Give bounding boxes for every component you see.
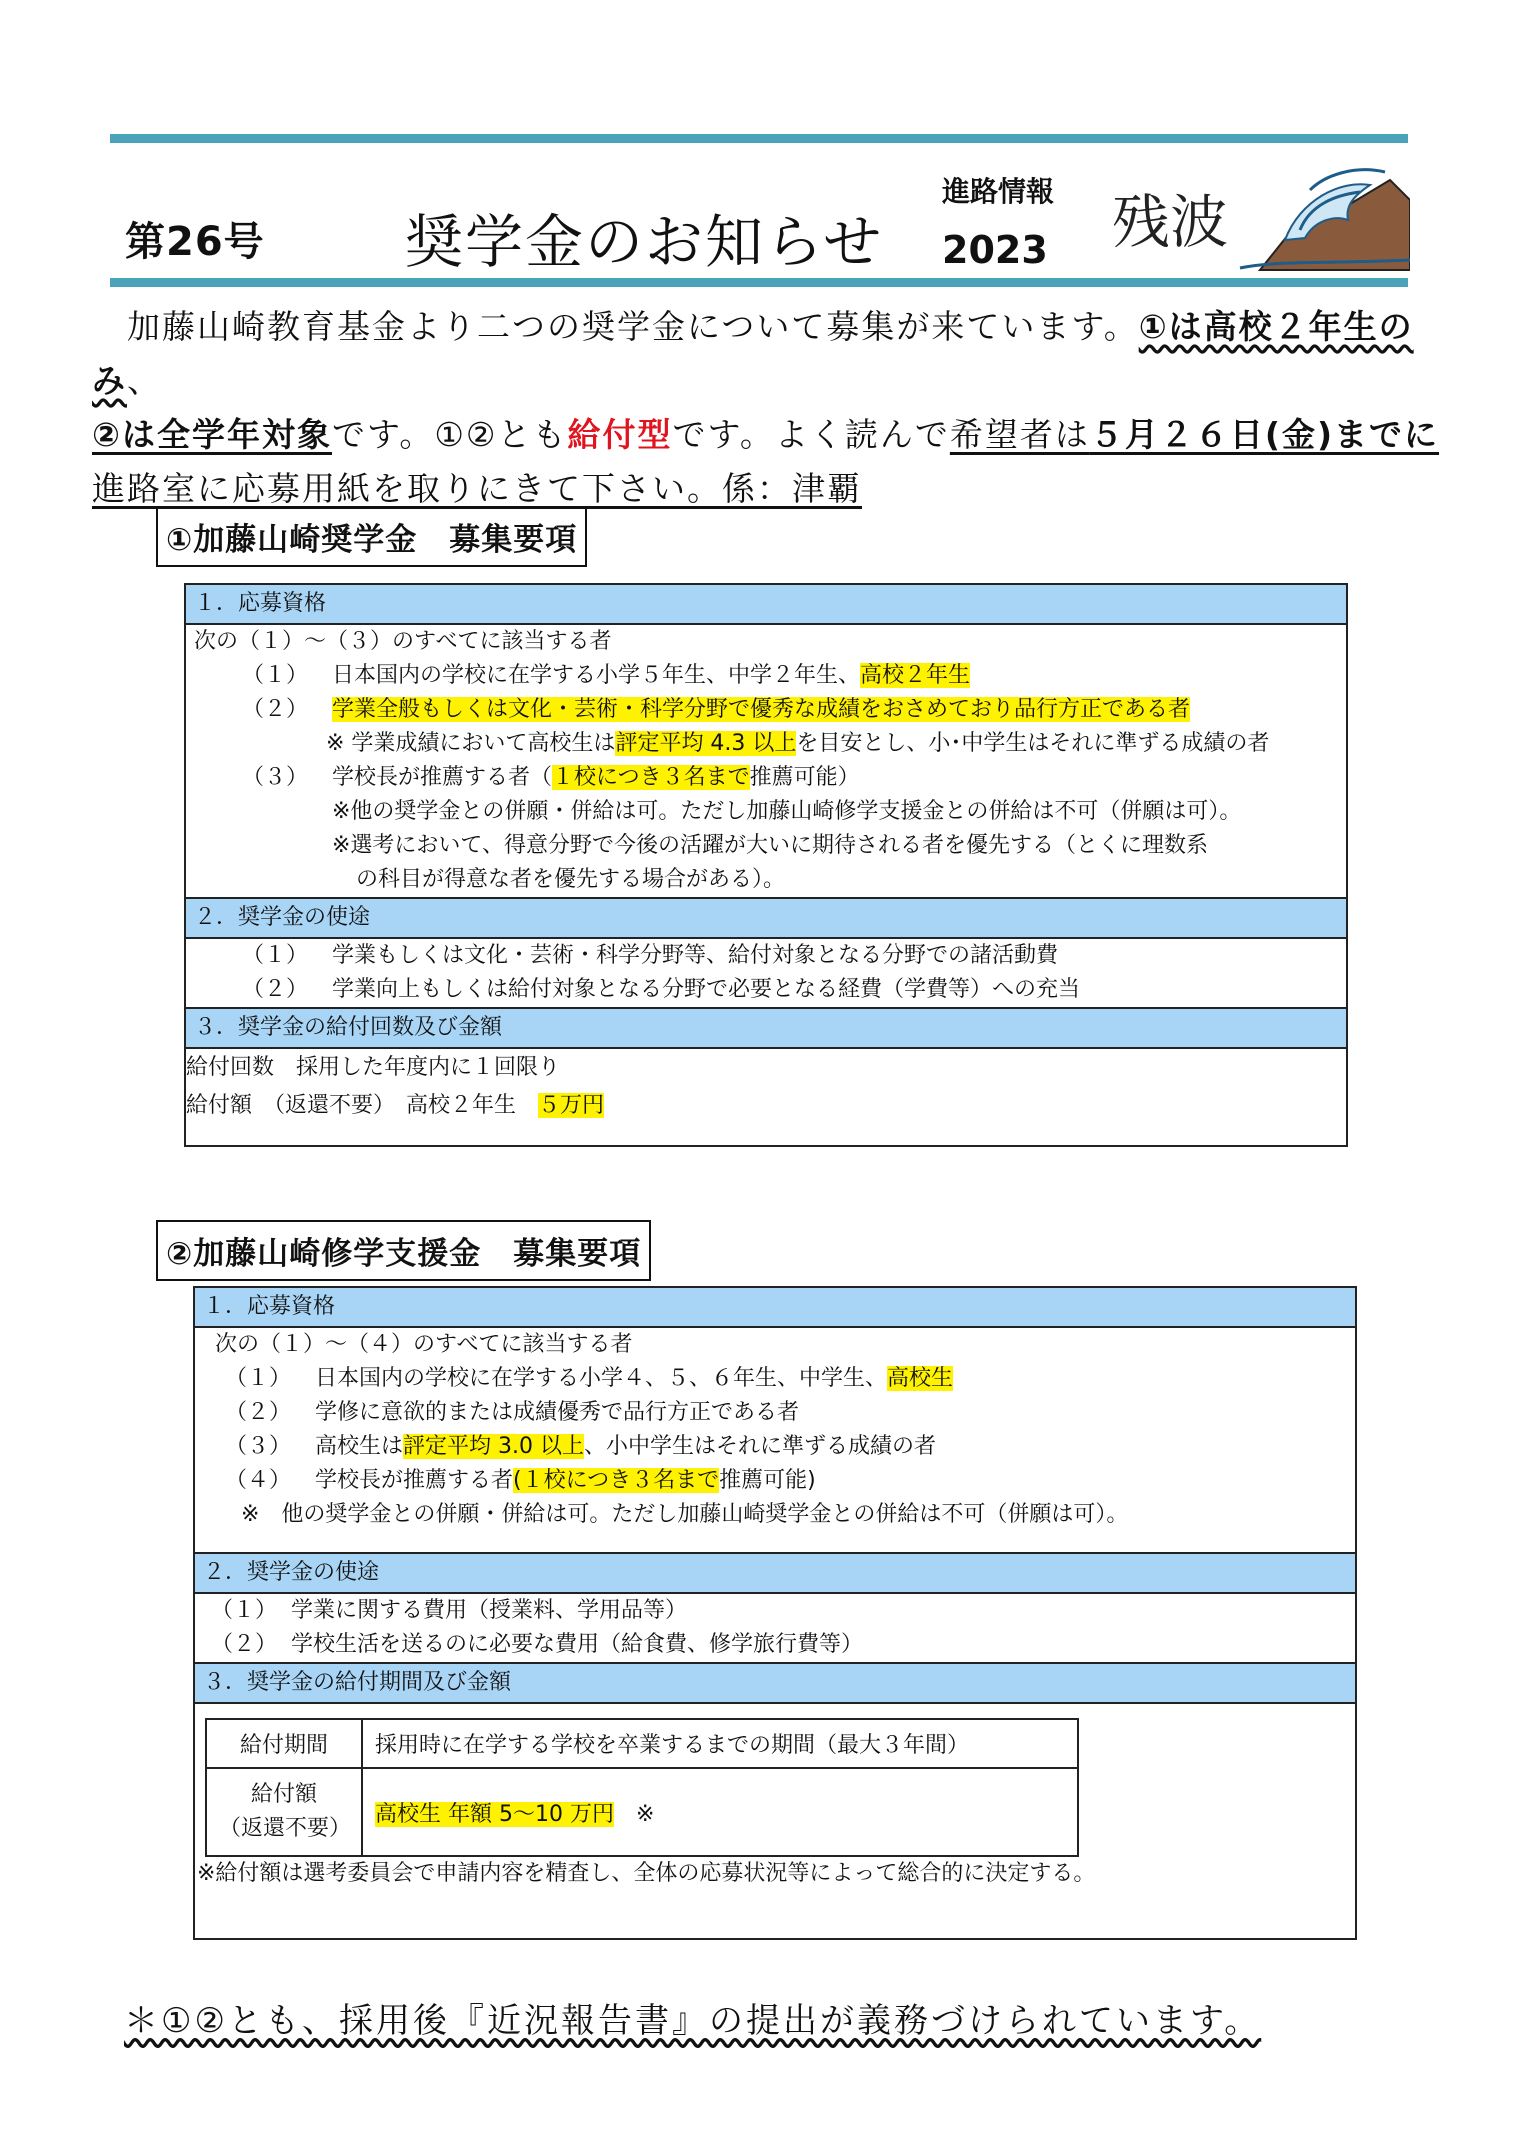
s1-item-1: （１） 日本国内の学校に在学する小学５年生、中学２年生、高校２年生 [242,663,971,688]
s1-eligibility-header: １．応募資格 [186,585,1346,625]
issue-number: 第26号 [125,219,265,265]
intro-line-3: 進路室に応募用紙を取りにきて下さい。係：津覇 [92,469,862,508]
s1-usage-1: （１） 学業もしくは文化・芸術・科学分野等、給付対象となる分野での諸活動費 [242,943,1059,968]
year-label: 2023 [942,228,1048,272]
s1-note-1: ※ 学業成績において高校生は評定平均 4.3 以上を目安とし、小･中学生はそれに準ずる成績の者 [326,731,1270,756]
section-1-heading: ①加藤山崎奨学金 募集要項 [156,506,587,567]
intro-line-1: 加藤山崎教育基金より二つの奨学金について募集が来ています。①は高校２年生のみ、 [92,307,1414,400]
s1-usage-header: ２．奨学金の使途 [186,897,1346,939]
s2-usage-2: （２） 学校生活を送るのに必要な費用（給食費、修学旅行費等） [211,1632,864,1657]
s1-amount-header: ３．奨学金の給付回数及び金額 [186,1007,1346,1049]
header-top-rule [110,134,1408,143]
s1-note-3a: ※選考において、得意分野で今後の活躍が大いに期待される者を優先する（とくに理数系 [332,833,1208,858]
s2-item-4: （４） 学校長が推薦する者(１校につき３名まで推薦可能) [225,1468,816,1493]
category-label: 進路情報 [942,175,1055,208]
section-2-heading: ②加藤山崎修学支援金 募集要項 [156,1220,651,1281]
s2-usage-1: （１） 学業に関する費用（授業料、学用品等） [211,1598,688,1623]
header-bottom-rule [110,278,1408,287]
pay-amount-value: 高校生 年額 5～10 万円 ※ [362,1768,1078,1856]
intro-paragraph [92,300,1452,516]
table-row [206,1768,1078,1856]
s1-item-2: （２） 学業全般もしくは文化・芸術・科学分野で優秀な成績をおさめており品行方正である者 [242,697,1191,722]
section-2-box [193,1286,1357,1940]
s1-item-3: （３） 学校長が推薦する者（１校につき３名まで推薦可能） [242,765,860,790]
s2-eligibility-header: １．応募資格 [195,1288,1355,1328]
s2-note-1: ※ 他の奨学金との併願・併給は可。ただし加藤山崎奨学金との併給は不可（併願は可）。 [241,1502,1129,1527]
s2-item-3: （３） 高校生は評定平均 3.0 以上、小中学生はそれに準ずる成績の者 [225,1434,937,1459]
s1-eligibility-intro: 次の（１）～（３）のすべてに該当する者 [194,629,612,654]
logo-text: 残波 [1112,188,1229,256]
s2-item-1: （１） 日本国内の学校に在学する小学４、５、６年生、中学生、高校生 [225,1366,954,1391]
footer-note: ＊①②とも、採用後『近況報告書』の提出が義務づけられています。 [124,2001,1262,2041]
s1-note-3b: の科目が得意な者を優先する場合がある）。 [356,867,786,892]
s2-usage-header: ２．奨学金の使途 [195,1552,1355,1594]
intro-target-2: ②は全学年対象 [92,415,332,454]
pay-period-value: 採用時に在学する学校を卒業するまでの期間（最大３年間） [362,1719,1078,1768]
intro-line-2: ②は全学年対象です。①②とも給付型です。よく読んで希望者は５月２６日(金)までに [92,415,1440,454]
s1-amount-value: 給付額 （返還不要） 高校２年生 ５万円 [186,1093,605,1118]
table-row [206,1719,1078,1768]
s1-usage-2: （２） 学業向上もしくは給付対象となる分野で必要となる経費（学費等）への充当 [242,977,1081,1002]
pay-amount-label: 給付額 （返還不要） [206,1768,362,1856]
intro-deadline: ５月２６日(金)までに [1089,415,1440,454]
s1-note-2: ※他の奨学金との併願・併給は可。ただし加藤山崎修学支援金との併給は不可（併願は可）。 [332,799,1242,824]
s1-amount-count: 給付回数 採用した年度内に１回限り [186,1055,561,1080]
s2-note-2: ※給付額は選考委員会で申請内容を精査し、全体の応募状況等によって総合的に決定する。 [197,1861,1096,1886]
s2-eligibility-intro: 次の（１）～（４）のすべてに該当する者 [215,1332,633,1357]
s2-amount-header: ３．奨学金の給付期間及び金額 [195,1662,1355,1704]
s2-item-2: （２） 学修に意欲的または成績優秀で品行方正である者 [225,1400,800,1425]
intro-target-1: ①は高校２年生のみ [92,307,1414,400]
page-title: 奨学金のお知らせ [405,208,884,276]
intro-grant-type: 給付型 [567,415,673,454]
pay-period-label: 給付期間 [206,1719,362,1768]
s2-amount-table [205,1718,1079,1857]
section-1-box [184,583,1348,1147]
